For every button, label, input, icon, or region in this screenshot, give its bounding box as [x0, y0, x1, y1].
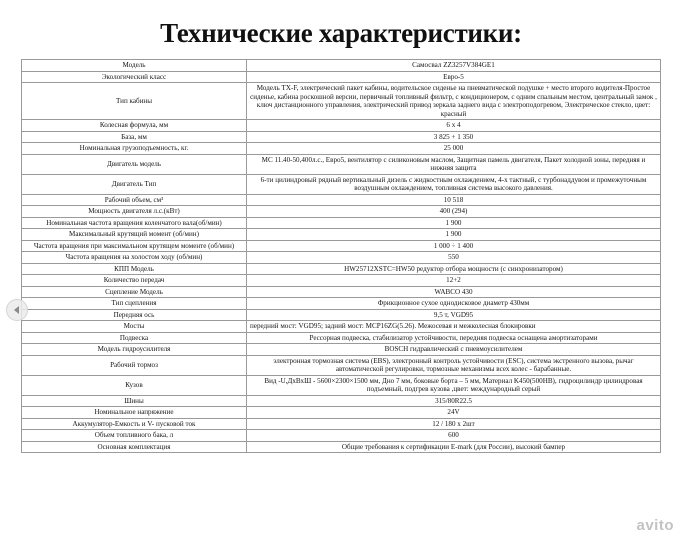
table-row	[22, 298, 661, 310]
row-value: BOSCH гидравлический с пневмоусилителем	[247, 344, 661, 356]
row-label: Экологический класс	[22, 71, 247, 83]
row-label: Количество передач	[22, 275, 247, 287]
row-value: Фрикционное сухое однодисковое диаметр 430мм	[247, 298, 661, 310]
row-value: передний мост: VGD95; задний мост: MCP16ZG(5.26). Межосевая и межколесная блокировки	[247, 321, 661, 333]
table-row	[22, 344, 661, 356]
table-row	[22, 286, 661, 298]
row-value: 12+2	[247, 275, 661, 287]
table-row	[22, 143, 661, 155]
row-value: электронная тормозная система (EBS), электронный контроль устойчивости (ESC), система экстренного вызова, рычаг автоматической регулировки, тормозные механизмы всех колес - барабанные.	[247, 355, 661, 375]
table-row	[22, 355, 661, 375]
row-label: Модель гидроусилителя	[22, 344, 247, 356]
table-row	[22, 430, 661, 442]
row-label: Модель	[22, 60, 247, 72]
row-label: Максимальный крутящий момент (об/мин)	[22, 229, 247, 241]
table-row	[22, 240, 661, 252]
row-value: 24V	[247, 407, 661, 419]
row-label: Шины	[22, 395, 247, 407]
table-row	[22, 309, 661, 321]
table-row	[22, 321, 661, 333]
table-row	[22, 441, 661, 453]
row-label: Аккумулятор-Емкость и V- пусковой ток	[22, 418, 247, 430]
row-value: 1 900	[247, 229, 661, 241]
row-value: 1 000 ÷ 1 400	[247, 240, 661, 252]
gallery-prev-button[interactable]	[6, 299, 28, 321]
row-label: КПП Модель	[22, 263, 247, 275]
row-value: Вид -U,ДхВхШ - 5600×2300×1500 мм, Дно 7 мм, боковые борта – 5 мм, Материал K450(500HB), гидроцилиндр цилиндровая подъемный, подгрев кузова ,цвет: международный серый	[247, 375, 661, 395]
row-label: Номинальная частота вращения коленчатого вала(об/мин)	[22, 217, 247, 229]
row-value: Рессорная подвеска, стабилизатор устойчивости, передняя подвеска оснащена амортизаторами	[247, 332, 661, 344]
table-row	[22, 60, 661, 72]
table-row	[22, 217, 661, 229]
row-value: 600	[247, 430, 661, 442]
row-label: Основная комплектация	[22, 441, 247, 453]
row-label: Передняя ось	[22, 309, 247, 321]
row-label: Номинальное напряжение	[22, 407, 247, 419]
table-row	[22, 332, 661, 344]
row-label: Подвеска	[22, 332, 247, 344]
row-label: Двигатель Тип	[22, 174, 247, 194]
row-value: Общие требования к сертификации E-mark (для России), высокий бампер	[247, 441, 661, 453]
row-label: Мощность двигателя л.с.(кВт)	[22, 206, 247, 218]
row-value: МС 11.40-50,400л.с., Евро5, вентилятор с силиконовым маслом, Защитная памель двигателя, Пакет холодной зоны, передняя и нижняя защита	[247, 154, 661, 174]
row-label: Частота вращения на холостом ходу (об/мин)	[22, 252, 247, 264]
row-label: Мосты	[22, 321, 247, 333]
row-label: Двигатель модель	[22, 154, 247, 174]
page-title: Технические характеристики:	[160, 18, 522, 48]
row-value: 9,5 т, VGD95	[247, 309, 661, 321]
table-row	[22, 263, 661, 275]
table-row	[22, 407, 661, 419]
specifications-table	[21, 59, 661, 453]
row-value: 6-ти цилиндровый рядный вертикальный дизель с жидкостным охлаждением, 4-х тактный, с турбонаддувом и промежуточным воздушным охлаждением, топливная система высокого давления.	[247, 174, 661, 194]
table-row	[22, 120, 661, 132]
row-label: Тип кабины	[22, 83, 247, 120]
row-label: Объем топливного бака, л	[22, 430, 247, 442]
row-value: 3 825 + 1 350	[247, 131, 661, 143]
row-value: 25 000	[247, 143, 661, 155]
table-row	[22, 375, 661, 395]
row-value: Модель TX-F, электрический пакет кабины, водительское сиденье на пневматической подушке + место второго водителя-Простое сиденье, кабина роскошной версии, первичный топливный фильтр, с кондиционером, с одним спальным местом, центральный замок , ключ дистанционного управления, электрический привод зеркала заднего вида с электроподогревом, Электрическое стекло, цвет: красный	[247, 83, 661, 120]
table-row	[22, 418, 661, 430]
table-row	[22, 131, 661, 143]
row-label: Рабочий тормоз	[22, 355, 247, 375]
row-value: 1 900	[247, 217, 661, 229]
row-value: Самосвал ZZ3257V384GE1	[247, 60, 661, 72]
table-body	[22, 60, 661, 453]
table-row	[22, 275, 661, 287]
row-value: 12 / 180 x 2шт	[247, 418, 661, 430]
row-value: 10 518	[247, 194, 661, 206]
table-row	[22, 174, 661, 194]
row-value: HW25712XSTC=HW50 редуктор отбора мощности (с синхронизатором)	[247, 263, 661, 275]
table-row	[22, 206, 661, 218]
row-value: 400 (294)	[247, 206, 661, 218]
chevron-left-icon	[14, 306, 19, 314]
table-row	[22, 229, 661, 241]
table-row	[22, 71, 661, 83]
row-label: Рабочий объем, см³	[22, 194, 247, 206]
row-label: Колесная формула, мм	[22, 120, 247, 132]
row-label: Частота вращения при максимальном крутящем моменте (об/мин)	[22, 240, 247, 252]
avito-watermark: avito	[636, 517, 674, 534]
row-value: 6 х 4	[247, 120, 661, 132]
table-row	[22, 194, 661, 206]
table-row	[22, 395, 661, 407]
row-label: Кузов	[22, 375, 247, 395]
row-value: 550	[247, 252, 661, 264]
row-label: Номинальная грузоподъемность, кг.	[22, 143, 247, 155]
row-label: Тип сцепления	[22, 298, 247, 310]
table-row	[22, 154, 661, 174]
row-label: База, мм	[22, 131, 247, 143]
row-value: Евро-5	[247, 71, 661, 83]
row-value: WABCO 430	[247, 286, 661, 298]
row-value: 315/80R22.5	[247, 395, 661, 407]
table-row	[22, 252, 661, 264]
table-row	[22, 83, 661, 120]
row-label: Сцепление Модель	[22, 286, 247, 298]
